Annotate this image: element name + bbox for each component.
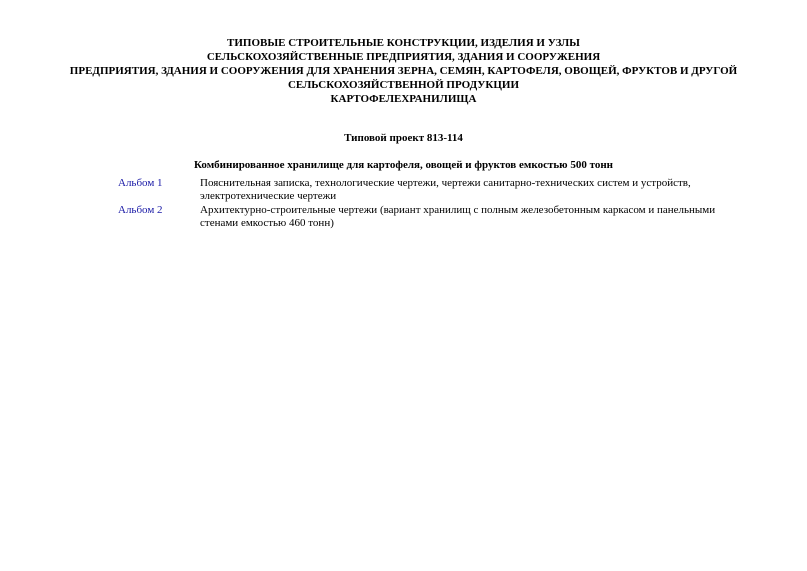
header-line-subcategory-cont: СЕЛЬСКОХОЗЯЙСТВЕННОЙ ПРОДУКЦИИ xyxy=(287,79,520,91)
document-header xyxy=(60,36,747,106)
album-row xyxy=(118,204,718,230)
header-line-category: СЕЛЬСКОХОЗЯЙСТВЕННЫЕ ПРЕДПРИЯТИЯ, ЗДАНИЯ И СООРУЖЕНИЯ xyxy=(206,51,601,63)
header-line-series: ТИПОВЫЕ СТРОИТЕЛЬНЫЕ КОНСТРУКЦИИ, ИЗДЕЛИЯ И УЗЛЫ xyxy=(227,37,580,49)
album-2-description: Архитектурно-строительные чертежи (вариант хранилищ с полным железобетонным каркасом и панельными стенами емкостью 460 тонн) xyxy=(200,204,716,229)
header-line-type: КАРТОФЕЛЕХРАНИЛИЩА xyxy=(330,93,477,105)
album-list xyxy=(118,177,718,231)
album-1-description: Пояснительная записка, технологические чертежи, чертежи санитарно-технических систем и устройств, электротехнические чертежи xyxy=(200,177,691,202)
project-title: Типовой проект 813-114 xyxy=(344,132,463,144)
album-1-link[interactable]: Альбом 1 xyxy=(118,177,163,189)
project-subtitle: Комбинированное хранилище для картофеля, овощей и фруктов емкостью 500 тонн xyxy=(193,159,614,171)
album-2-link[interactable]: Альбом 2 xyxy=(118,204,163,216)
header-line-subcategory: ПРЕДПРИЯТИЯ, ЗДАНИЯ И СООРУЖЕНИЯ ДЛЯ ХРАНЕНИЯ ЗЕРНА, СЕМЯН, КАРТОФЕЛЯ, ОВОЩЕЙ, ФРУКТОВ И ДРУГОЙ xyxy=(69,65,738,77)
album-row xyxy=(118,177,718,203)
